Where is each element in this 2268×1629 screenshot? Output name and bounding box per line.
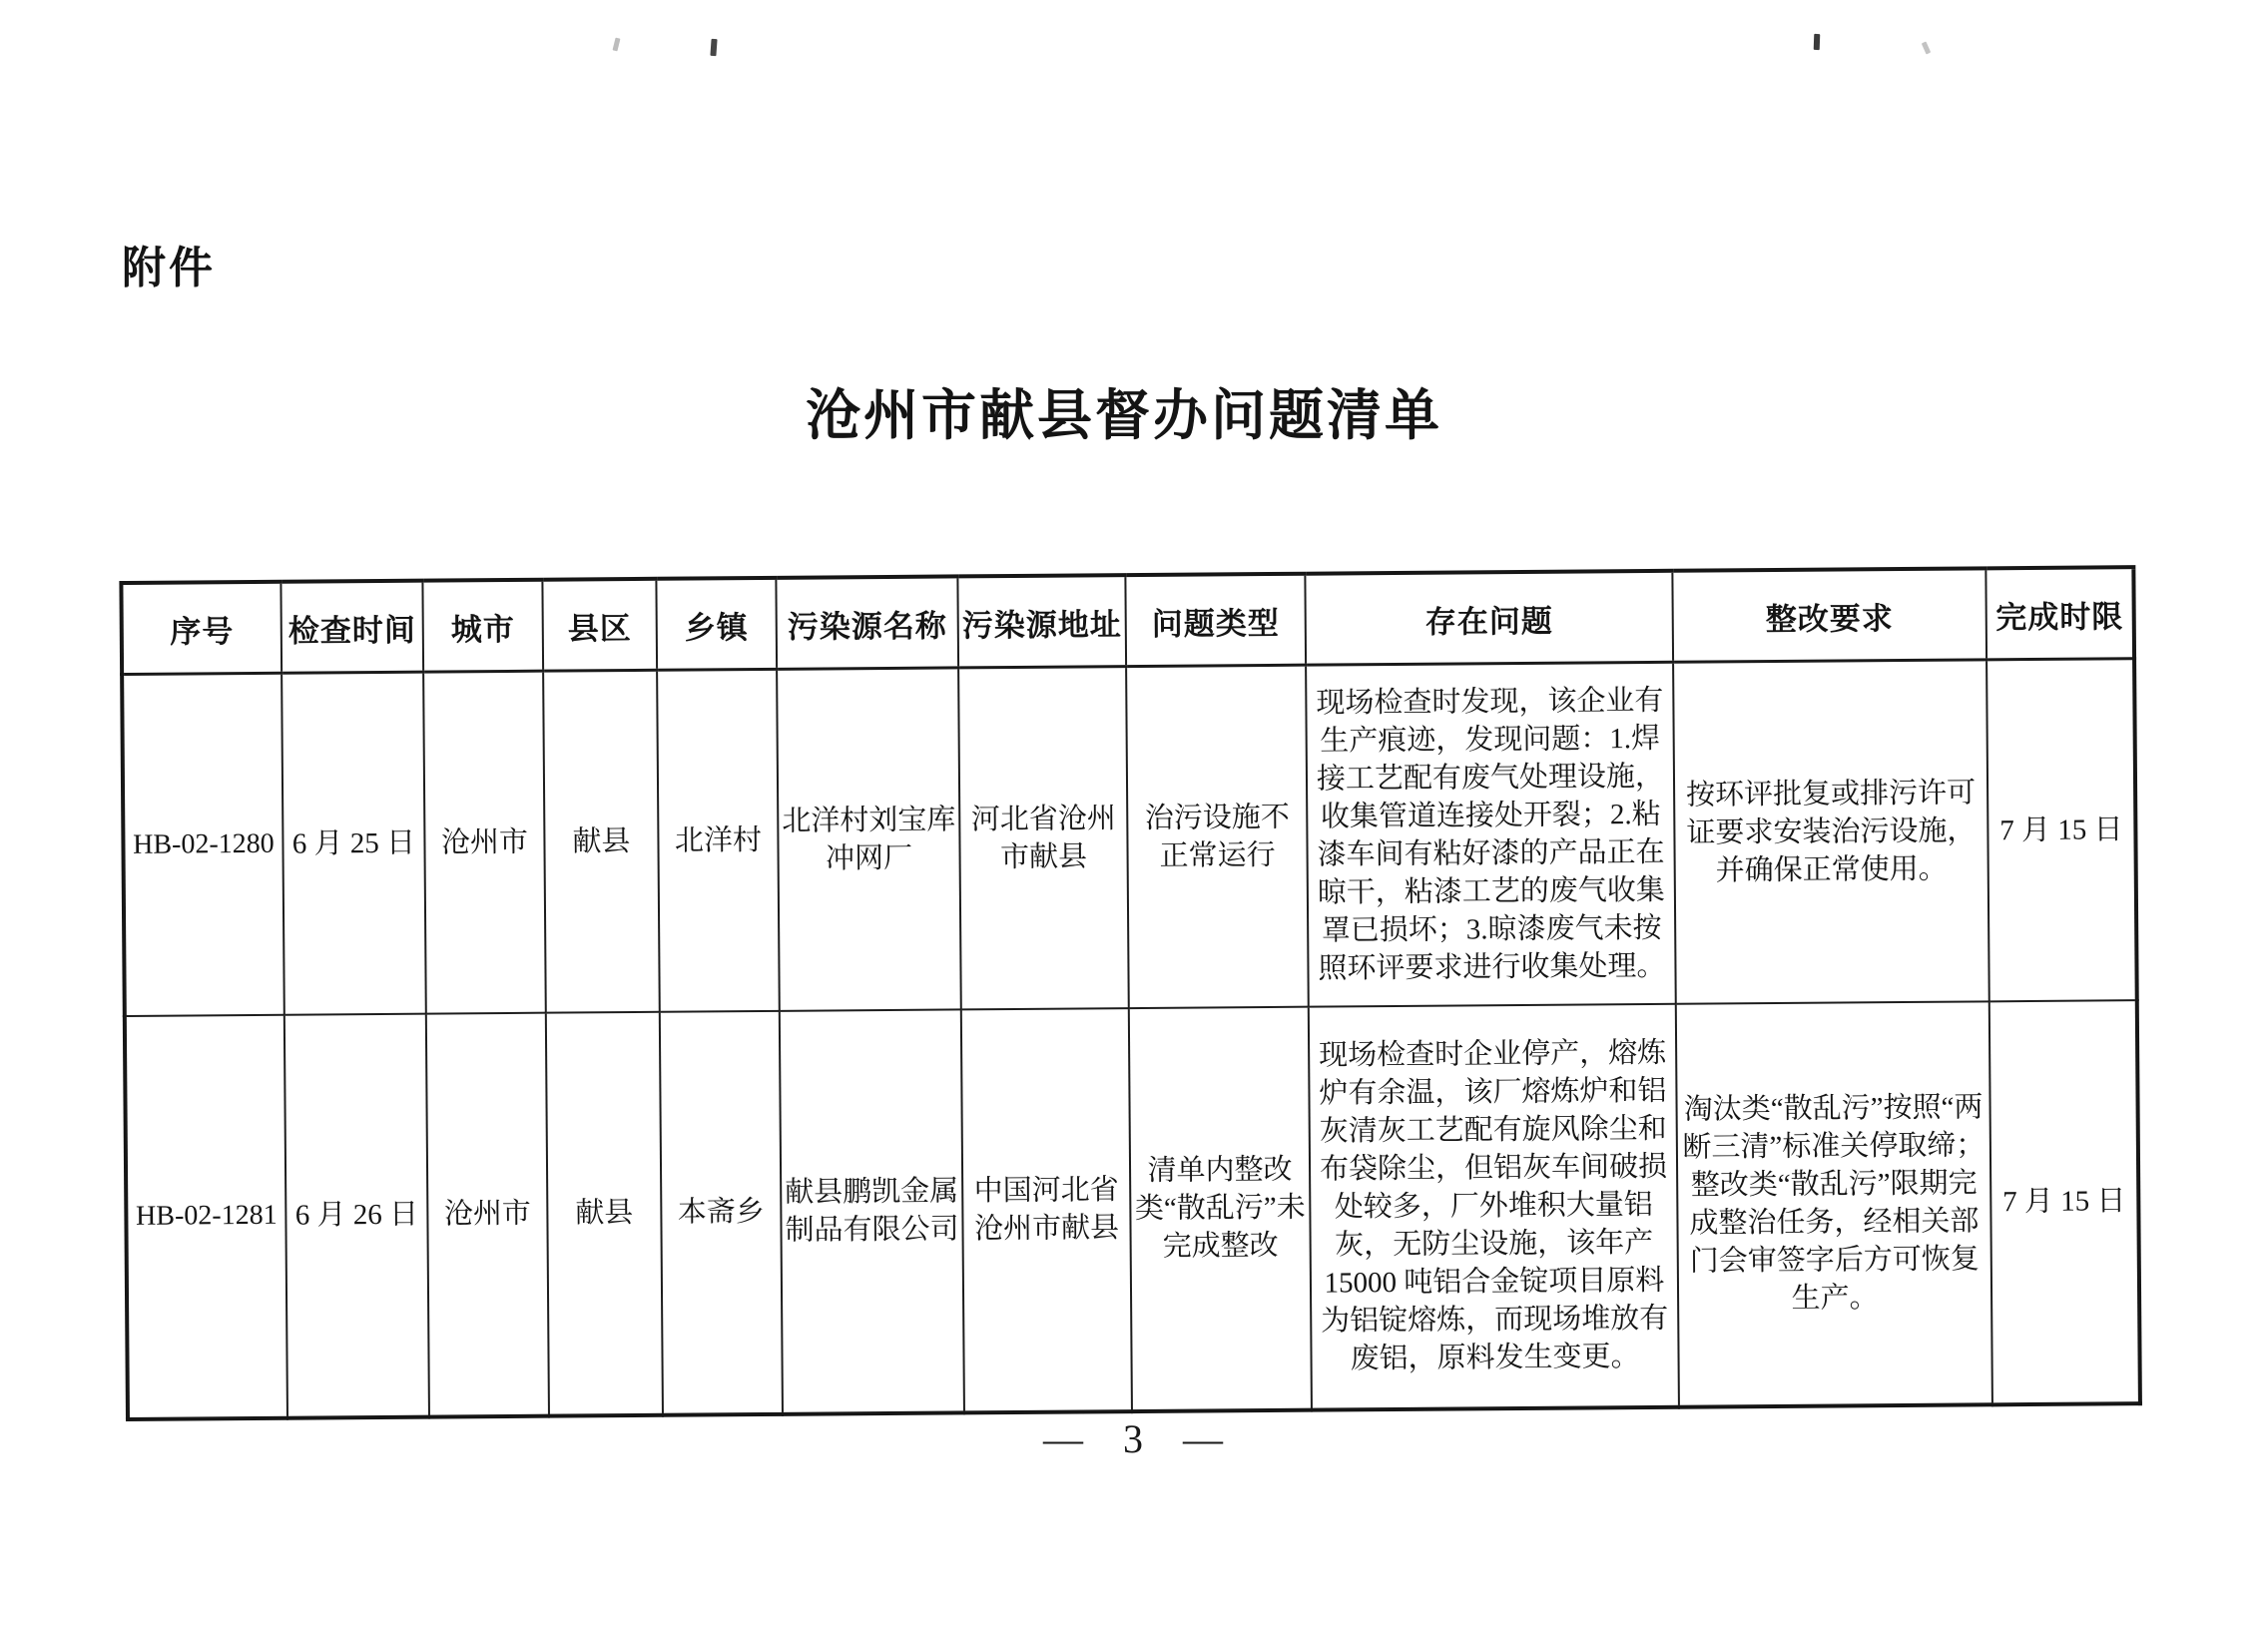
document-title: 沧州市献县督办问题清单 [805, 384, 1442, 446]
header-cell-check-date: 检查时间 [281, 581, 423, 674]
page-number: — 3 — [1043, 1416, 1225, 1461]
header-cell-requirement: 整改要求 [1672, 568, 1986, 662]
header-cell-township: 乡镇 [656, 578, 777, 670]
problem-list-table [119, 565, 2142, 1420]
cell-county: 献县 [546, 1011, 663, 1415]
cell-deadline: 7 月 15 日 [1986, 659, 2137, 1001]
cell-city: 沧州市 [423, 671, 546, 1013]
header-cell-problem-detail: 存在问题 [1305, 571, 1673, 665]
cell-serial: HB-02-1280 [122, 673, 284, 1015]
header-cell-deadline: 完成时限 [1985, 567, 2134, 660]
cell-problem-type: 治污设施不正常运行 [1126, 665, 1309, 1007]
cell-county: 献县 [543, 670, 660, 1012]
cell-requirement: 按环评批复或排污许可证要求安装治污设施，并确保正常使用。 [1673, 660, 1989, 1003]
cell-source-name: 北洋村刘宝库冲网厂 [777, 668, 961, 1010]
scan-speck [1922, 42, 1931, 55]
attachment-label: 附件 [122, 244, 216, 292]
table-row [125, 1000, 2140, 1419]
header-cell-county: 县区 [542, 579, 657, 671]
cell-source-address: 河北省沧州市献县 [958, 667, 1129, 1009]
cell-source-name: 献县鹏凯金属制品有限公司 [780, 1009, 964, 1413]
header-cell-source-name: 污染源名称 [776, 576, 958, 669]
cell-source-address: 中国河北省沧州市献县 [961, 1008, 1132, 1412]
cell-city: 沧州市 [426, 1012, 549, 1416]
cell-check-date: 6 月 26 日 [284, 1013, 429, 1417]
header-cell-city: 城市 [422, 580, 543, 672]
cell-township: 本斋乡 [660, 1010, 783, 1414]
header-cell-source-address: 污染源地址 [957, 575, 1126, 668]
header-cell-problem-type: 问题类型 [1125, 574, 1306, 667]
cell-problem-detail: 现场检查时发现，该企业有生产痕迹，发现问题：1.焊接工艺配有废气处理设施，收集管道连接处开裂；2.粘漆车间有粘好漆的产品正在晾干，粘漆工艺的废气收集罩已损坏；3.晾漆废气未按照环评要求进行收集处理。 [1306, 662, 1676, 1006]
cell-requirement: 淘汰类“散乱污”按照“两断三清”标准关停取缔；整改类“散乱污”限期完成整治任务，经相关部门会审签字后方可恢复生产。 [1676, 1001, 1992, 1406]
cell-problem-type: 清单内整改类“散乱污”未完成整改 [1129, 1006, 1312, 1410]
cell-check-date: 6 月 25 日 [282, 672, 426, 1014]
cell-problem-detail: 现场检查时企业停产，熔炼炉有余温，该厂熔炼炉和铝灰清灰工艺配有旋风除尘和布袋除尘，但铝灰车间破损处较多，厂外堆积大量铝灰，无防尘设施，该年产 15000 吨铝合金锭项目原料为铝锭熔炼，而现场堆放有废铝，原料发生变更。 [1309, 1003, 1679, 1409]
table-row [122, 659, 2137, 1016]
scan-speck [613, 38, 621, 52]
cell-deadline: 7 月 15 日 [1989, 1000, 2140, 1404]
scan-speck [710, 39, 717, 56]
table-header-row [121, 567, 2134, 674]
header-cell-serial: 序号 [121, 582, 282, 675]
scan-speck [1814, 34, 1821, 50]
cell-serial: HB-02-1281 [125, 1014, 287, 1418]
cell-township: 北洋村 [657, 669, 780, 1011]
